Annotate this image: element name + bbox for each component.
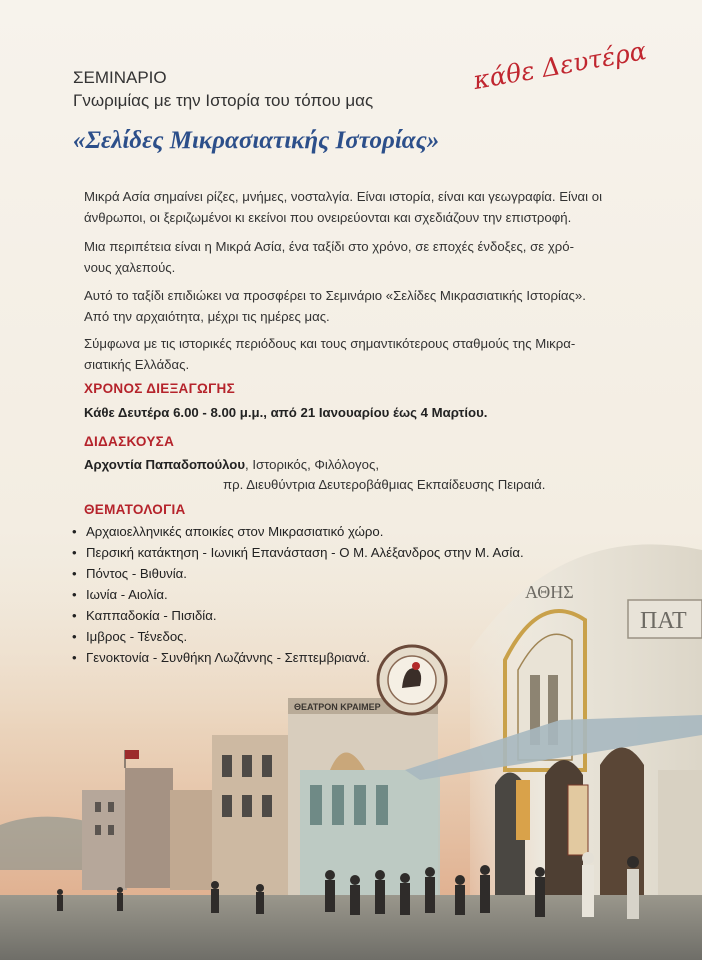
topics-list bbox=[72, 521, 524, 668]
list-item bbox=[72, 626, 524, 647]
facade-letters: ΠΑΤ bbox=[640, 608, 687, 634]
topic-text: Ιωνία - Αιολία. bbox=[86, 587, 168, 602]
teacher-name: Αρχοντία Παπαδοπούλου bbox=[84, 457, 246, 472]
topic-text: Ιμβρος - Τένεδος. bbox=[86, 629, 188, 644]
intro-p2-line1: Μια περιπέτεια είναι η Μικρά Ασία, ένα ταξίδι στο χρόνο, σε εποχές ένδοξες, σε χρό- bbox=[84, 239, 574, 254]
topics-heading: ΘΕΜΑΤΟΛΟΓΙΑ bbox=[84, 502, 186, 517]
theater-sign: ΘΕΑΤΡΟΝ ΚΡΑΙΜΕΡ bbox=[294, 702, 381, 712]
intro-paragraph-2 bbox=[84, 236, 624, 278]
weekday-script: κάθε Δευτέρα bbox=[470, 36, 649, 95]
intro-p2-line2: νους χαλεπούς. bbox=[84, 260, 176, 275]
list-item bbox=[72, 563, 524, 584]
topic-text: Καππαδοκία - Πισιδία. bbox=[86, 608, 217, 623]
intro-paragraph-3 bbox=[84, 285, 624, 327]
intro-p1-line2: άνθρωποι, οι ξεριζωμένοι κι εκείνοι που ονειρεύονται και σχεδιάζουν την επιστροφή. bbox=[84, 210, 572, 225]
bullet: • bbox=[72, 608, 77, 623]
teacher-line bbox=[84, 457, 379, 472]
schedule-text: Κάθε Δευτέρα 6.00 - 8.00 μ.μ., από 21 Ιανουαρίου έως 4 Μαρτίου. bbox=[84, 405, 488, 420]
bullet: • bbox=[72, 545, 77, 560]
topic-text: Γενοκτονία - Συνθήκη Λωζάννης - Σεπτεμβριανά. bbox=[86, 650, 370, 665]
list-item bbox=[72, 521, 524, 542]
intro-paragraph-4 bbox=[84, 333, 624, 375]
intro-p3-line2: Από την αρχαιότητα, μέχρι τις ημέρες μας. bbox=[84, 309, 330, 324]
intro-p4-line2: σιατικής Ελλάδας. bbox=[84, 357, 190, 372]
teacher-position: πρ. Διευθύντρια Δευτεροβάθμιας Εκπαίδευσης Πειραιά. bbox=[223, 477, 546, 492]
intro-p1-line1: Μικρά Ασία σημαίνει ρίζες, μνήμες, νοσταλγία. Είναι ιστορία, είναι και γεωγραφία. Είναι οι bbox=[84, 189, 603, 204]
list-item bbox=[72, 542, 524, 563]
list-item bbox=[72, 647, 524, 668]
bullet: • bbox=[72, 524, 77, 539]
seminar-subtitle: Γνωριμίας με την Ιστορία του τόπου μας bbox=[73, 91, 374, 110]
bullet: • bbox=[72, 587, 77, 602]
topic-text: Πόντος - Βιθυνία. bbox=[86, 566, 187, 581]
distant-hills bbox=[0, 817, 90, 870]
schedule-heading: ΧΡΟΝΟΣ ΔΙΕΞΑΓΩΓΗΣ bbox=[84, 381, 236, 396]
seminar-title: «Σελίδες Μικρασιατικής Ιστορίας» bbox=[73, 127, 440, 154]
bullet: • bbox=[72, 566, 77, 581]
arch-letters: ΑΘΗΣ bbox=[525, 582, 574, 602]
intro-p4-line1: Σύμφωνα με τις ιστορικές περιόδους και τους σημαντικότερους σταθμούς της Μικρα- bbox=[84, 336, 576, 351]
bullet: • bbox=[72, 629, 77, 644]
list-item bbox=[72, 584, 524, 605]
topic-text: Περσική κατάκτηση - Ιωνική Επανάσταση - Ο Μ. Αλέξανδρος στην Μ. Ασία. bbox=[86, 545, 524, 560]
teacher-heading: ΔΙΔΑΣΚΟΥΣΑ bbox=[84, 434, 175, 449]
topic-text: Αρχαιοελληνικές αποικίες στον Μικρασιατικό χώρο. bbox=[86, 524, 384, 539]
list-item bbox=[72, 605, 524, 626]
theater-building bbox=[288, 698, 440, 900]
bullet: • bbox=[72, 650, 77, 665]
teacher-roles: , Ιστορικός, Φιλόλογος, bbox=[245, 457, 380, 472]
seminar-label: ΣΕΜΙΝΑΡΙΟ bbox=[73, 68, 167, 87]
intro-paragraph-1 bbox=[84, 186, 624, 228]
intro-p3-line1: Αυτό το ταξίδι επιδιώκει να προσφέρει το Σεμινάριο «Σελίδες Μικρασιατικής Ιστορίας». bbox=[84, 288, 586, 303]
